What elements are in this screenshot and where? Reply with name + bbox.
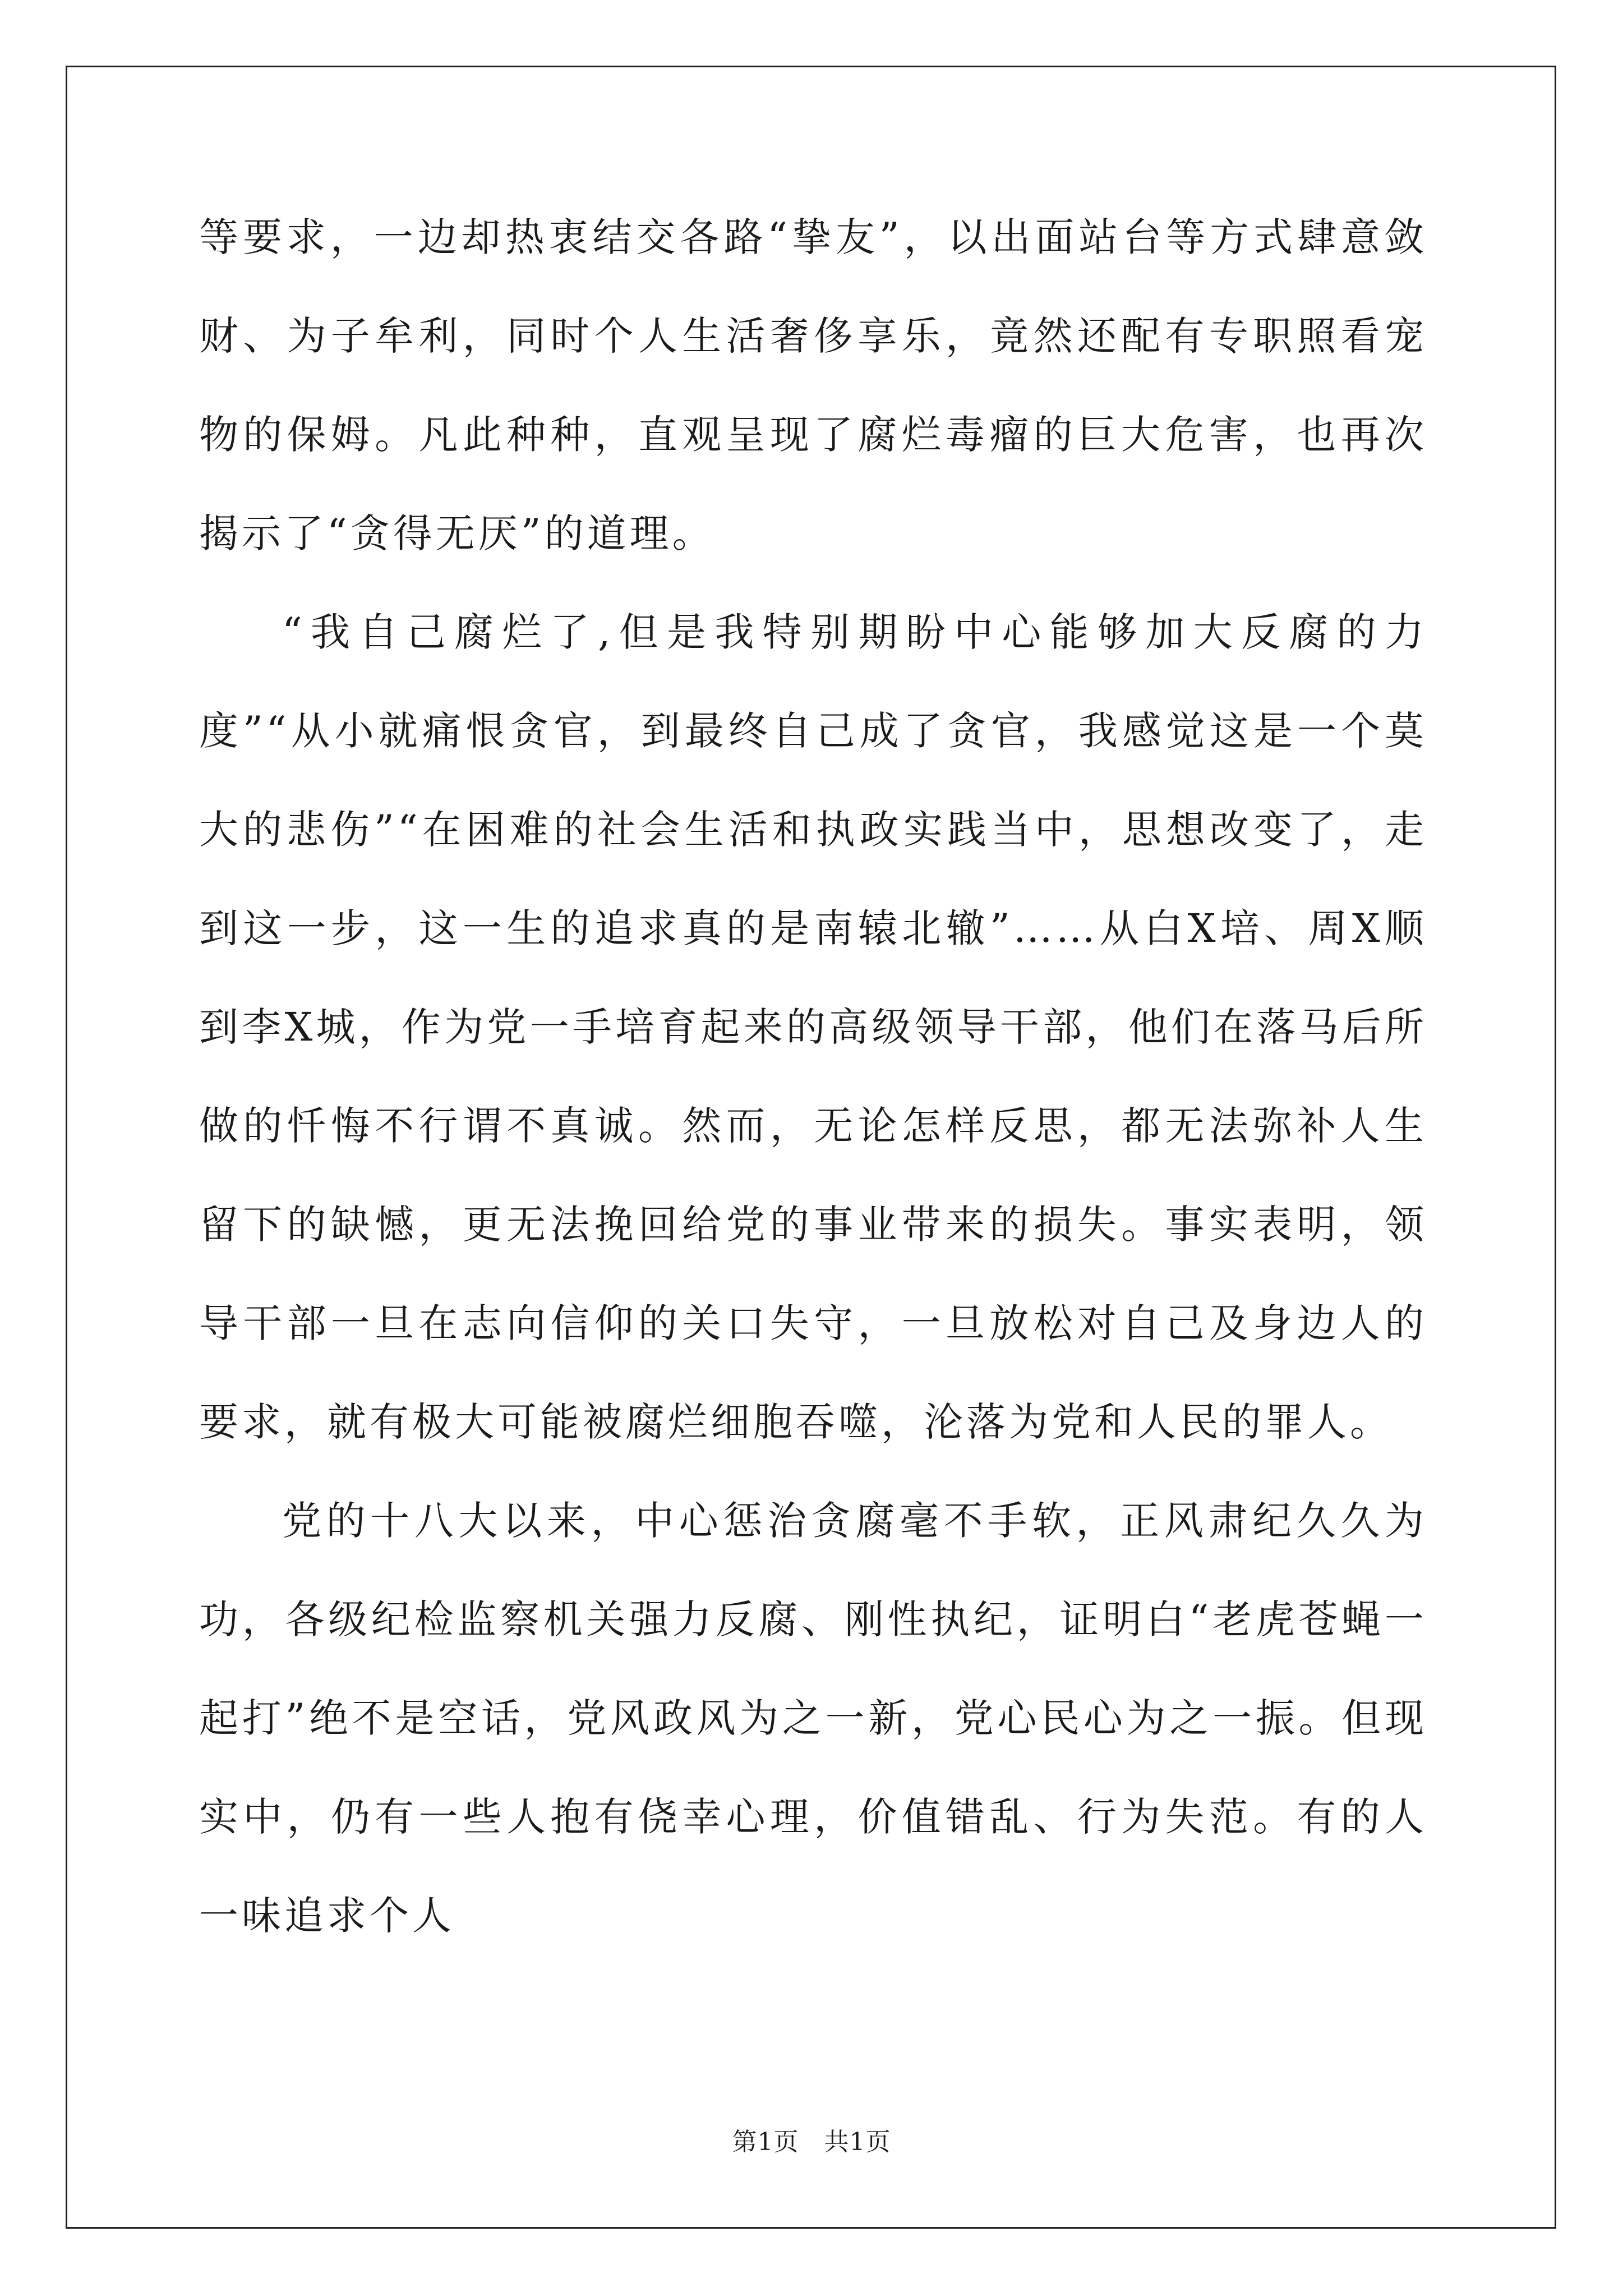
document-body xyxy=(199,188,1427,1965)
paragraph-3: 党的十八大以来，中心惩治贪腐毫不手软，正风肃纪久久为功，各级纪检监察机关强力反腐、刚性执纪，证明白“老虎苍蝇一起打”绝不是空话，党风政风为之一新，党心民心为之一振。但现实中，仍有一些人抱有侥幸心理，价值错乱、行为失范。有的人一味追求个人 xyxy=(199,1498,1427,1939)
page-footer: 第1页 共1页 xyxy=(732,2128,891,2156)
paragraph-1: 等要求，一边却热衷结交各路“挚友”，以出面站台等方式肆意敛财、为子牟利，同时个人生活奢侈享乐，竟然还配有专职照看宠物的保姆。凡此种种，直观呈现了腐烂毒瘤的巨大危害，也再次揭示了“贪得无厌”的道理。 xyxy=(199,214,1427,556)
paragraph-2: “我自己腐烂了,但是我特别期盼中心能够加大反腐的力度”“从小就痛恨贪官，到最终自己成了贪官，我感觉这是一个莫大的悲伤”“在困难的社会生活和执政实践当中，思想改变了，走到这一步，这一生的追求真的是南辕北辙”……从白X培、周X顺到李X城，作为党一手培育起来的高级领导干部，他们在落马后所做的忏悔不行谓不真诚。然而，无论怎样反思，都无法弥补人生留下的缺憾，更无法挽回给党的事业带来的损失。事实表明，领导干部一旦在志向信仰的关口失守，一旦放松对自己及身边人的要求，就有极大可能被腐烂细胞吞噬，沦落为党和人民的罪人。 xyxy=(199,609,1427,1445)
